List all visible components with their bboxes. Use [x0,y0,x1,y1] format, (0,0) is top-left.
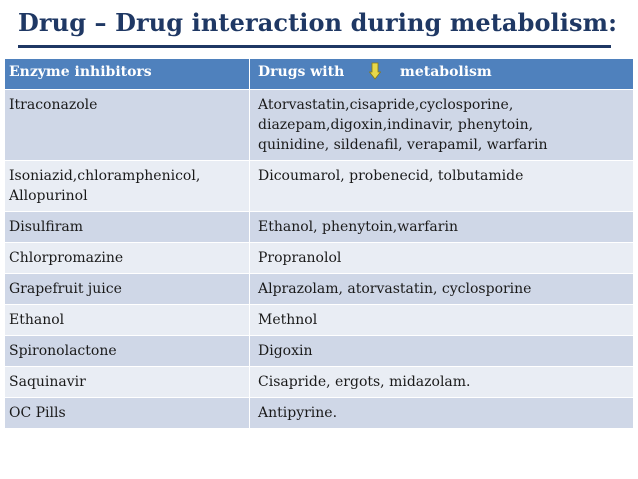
inhibitor-cell: Itraconazole [5,90,250,161]
inhibitor-cell: Grapefruit juice [5,274,250,305]
affected-drugs-cell: Antipyrine. [250,398,634,429]
table-row [5,398,634,429]
inhibitor-cell: Disulfiram [5,212,250,243]
inhibitor-cell: Ethanol [5,305,250,336]
table-row [5,243,634,274]
affected-drugs-cell: Digoxin [250,336,634,367]
affected-drugs-cell: Methnol [250,305,634,336]
table-body [5,90,634,429]
inhibitor-cell: Chlorpromazine [5,243,250,274]
affected-drugs-cell: Cisapride, ergots, midazolam. [250,367,634,398]
table-header-row [5,59,634,90]
header-enzyme-inhibitors: Enzyme inhibitors [5,59,250,90]
table-row [5,305,634,336]
table-row [5,90,634,161]
drug-interaction-table [4,58,634,429]
affected-drugs-cell: Dicoumarol, probenecid, tolbutamide [250,161,634,212]
title-underline [18,45,611,48]
table-row [5,274,634,305]
header-drugs-with-decreased-metabolism [250,59,634,90]
table-row [5,367,634,398]
inhibitor-cell: Isoniazid,chloramphenicol, Allopurinol [5,161,250,212]
table-row [5,212,634,243]
header-metabolism-label: metabolism [400,64,492,80]
inhibitor-cell: Spironolactone [5,336,250,367]
header-drugs-with-label: Drugs with [258,64,345,80]
inhibitor-cell: Saquinavir [5,367,250,398]
affected-drugs-cell: Propranolol [250,243,634,274]
affected-drugs-cell: Atorvastatin,cisapride,cyclosporine, diazepam,digoxin,indinavir, phenytoin, quinidine, sildenafil, verapamil, warfarin [250,90,634,161]
slide-title: Drug – Drug interaction during metabolism: [18,8,618,37]
down-arrow-icon [369,62,381,86]
inhibitor-cell: OC Pills [5,398,250,429]
affected-drugs-cell: Alprazolam, atorvastatin, cyclosporine [250,274,634,305]
table-row [5,161,634,212]
affected-drugs-cell: Ethanol, phenytoin,warfarin [250,212,634,243]
table-row [5,336,634,367]
